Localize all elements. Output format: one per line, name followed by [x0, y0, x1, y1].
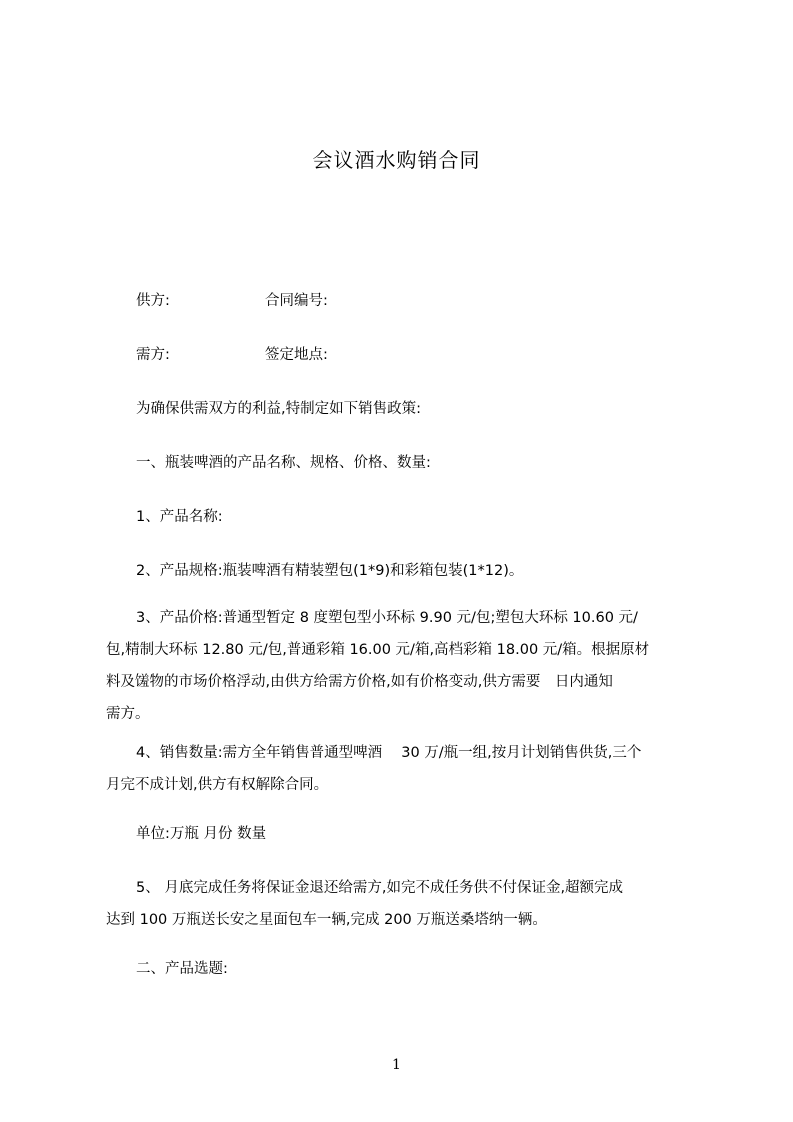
signing-place-label: 签定地点: — [265, 347, 328, 363]
supplier-label: 供方: — [136, 293, 170, 309]
section1-heading: 一、瓶装啤酒的产品名称、规格、价格、数量: — [136, 455, 431, 471]
item1-product-name: 1、产品名称: — [136, 509, 223, 525]
section2-heading: 二、产品选题: — [136, 961, 228, 977]
item5-deposit — [106, 872, 710, 936]
page-number: 1 — [392, 1057, 401, 1073]
unit-line: 单位:万瓶 月份 数量 — [136, 826, 267, 842]
item5-line: 5、 月底完成任务将保证金退还给需方,如完不成任务供不付保证金,超额完成 — [136, 880, 624, 896]
item2-product-spec: 2、产品规格:瓶装啤酒有精装塑包(1*9)和彩箱包装(1*12)。 — [136, 563, 524, 579]
item4-sales-quantity — [106, 737, 710, 801]
item4-line: 月完不成计划,供方有权解除合同。 — [106, 777, 329, 793]
item3-line: 包,精制大环标 12.80 元/包,普通彩箱 16.00 元/箱,高档彩箱 18.00 元/箱。根据原材 — [106, 642, 650, 658]
item5-line: 达到 100 万瓶送长安之星面包车一辆,完成 200 万瓶送桑塔纳一辆。 — [106, 912, 547, 928]
item3-product-price — [106, 602, 710, 730]
item3-line: 料及馐物的市场价格浮动,由供方给需方价格,如有价格变动,供方需要 日内通知 — [106, 674, 613, 690]
intro-text: 为确保供需双方的利益,特制定如下销售政策: — [136, 401, 421, 417]
item4-line: 4、销售数量:需方全年销售普通型啤酒 30 万/瓶一组,按月计划销售供货,三个 — [136, 745, 642, 761]
item3-line: 需方。 — [106, 706, 150, 722]
item3-line: 3、产品价格:普通型暂定 8 度塑包型小环标 9.90 元/包;塑包大环标 10.60 元/ — [136, 610, 638, 626]
document-title: 会议酒水购销合同 — [312, 148, 481, 172]
contract-number-label: 合同编号: — [265, 293, 328, 309]
buyer-label: 需方: — [136, 347, 170, 363]
